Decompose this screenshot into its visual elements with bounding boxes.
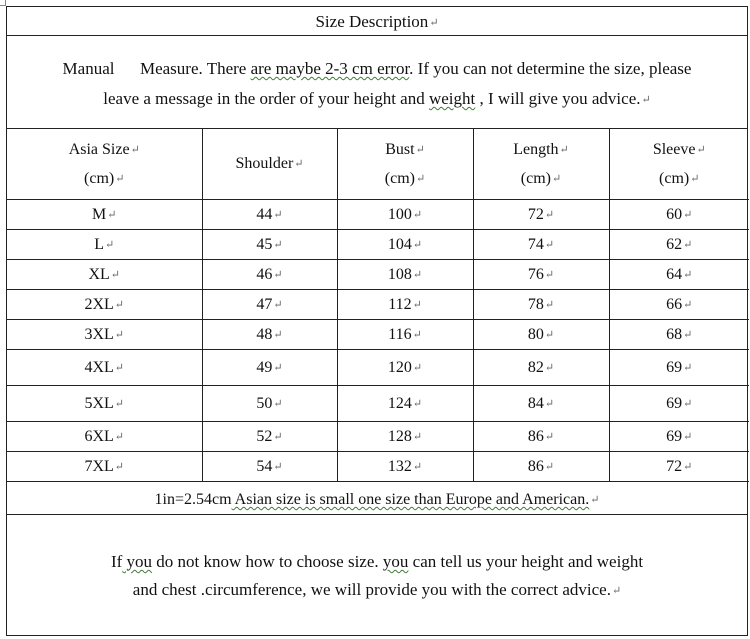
cell-shoulder: 49↵ — [202, 350, 337, 386]
paragraph-mark: ↵ — [273, 268, 283, 281]
table-row — [7, 422, 749, 452]
cell-sleeve: 62↵ — [609, 230, 749, 260]
paragraph-mark: ↵ — [273, 430, 283, 443]
manual-word: Manual — [62, 59, 115, 78]
advice-text-c: and chest .circumference, we will provide you with the correct advice. — [132, 580, 611, 599]
paragraph-mark: ↵ — [641, 94, 651, 106]
paragraph-mark: ↵ — [683, 238, 693, 251]
table-row — [7, 386, 749, 422]
cell-shoulder: 46↵ — [202, 260, 337, 290]
conversion-text: 1in=2.54cm — [154, 491, 232, 508]
cell-sleeve: 68↵ — [609, 320, 749, 350]
paragraph-mark: ↵ — [544, 430, 555, 443]
title-row — [7, 7, 747, 36]
paragraph-mark: ↵ — [105, 238, 115, 251]
cell-shoulder: 52↵ — [202, 422, 337, 452]
paragraph-mark: ↵ — [429, 17, 439, 29]
advice-text-b: can tell us your height and weight — [408, 552, 644, 571]
cell-bust: 116↵ — [337, 320, 473, 350]
advice-you-1: you — [122, 552, 153, 571]
cell-bust: 108↵ — [337, 260, 473, 290]
paragraph-mark: ↵ — [412, 298, 422, 311]
size-table-wrap — [7, 129, 747, 485]
cell-shoulder: 50↵ — [202, 386, 337, 422]
paragraph-mark: ↵ — [294, 158, 304, 171]
cell-length: 78↵ — [473, 290, 609, 320]
cell-size: 2XL↵ — [7, 290, 202, 320]
cell-sleeve: 64↵ — [609, 260, 749, 290]
cell-sleeve: 69↵ — [609, 386, 749, 422]
paragraph-mark: ↵ — [110, 268, 121, 281]
cell-length: 86↵ — [473, 452, 609, 482]
table-row — [7, 260, 749, 290]
table-row — [7, 452, 749, 482]
cell-size: M↵ — [7, 200, 202, 230]
table-row — [7, 320, 749, 350]
paragraph-mark: ↵ — [107, 208, 117, 221]
paragraph-mark: ↵ — [412, 397, 423, 410]
paragraph-mark: ↵ — [412, 430, 423, 443]
cell-size: 6XL↵ — [7, 422, 202, 452]
paragraph-mark: ↵ — [412, 208, 423, 221]
paragraph-mark: ↵ — [114, 460, 125, 473]
cell-bust: 104↵ — [337, 230, 473, 260]
paragraph-mark: ↵ — [690, 172, 700, 185]
table-header-row — [7, 129, 749, 200]
table-row — [7, 350, 749, 386]
cell-bust: 128↵ — [337, 422, 473, 452]
paragraph-mark: ↵ — [115, 172, 125, 185]
advice-text-a: do not know how to choose size. — [152, 552, 383, 571]
manual-line-2 — [7, 84, 747, 115]
size-description-sheet — [6, 6, 748, 636]
cell-shoulder: 45↵ — [202, 230, 337, 260]
cell-sleeve: 72↵ — [609, 452, 749, 482]
cell-size: 7XL↵ — [7, 452, 202, 482]
table-row — [7, 230, 749, 260]
paragraph-mark: ↵ — [590, 494, 600, 506]
paragraph-mark: ↵ — [114, 298, 125, 311]
paragraph-mark: ↵ — [683, 430, 693, 443]
paragraph-mark: ↵ — [273, 208, 283, 221]
cell-sleeve: 69↵ — [609, 422, 749, 452]
paragraph-mark: ↵ — [544, 328, 555, 341]
cell-sleeve: 69↵ — [609, 350, 749, 386]
paragraph-mark: ↵ — [544, 361, 555, 374]
advice-line-1 — [7, 548, 747, 576]
cell-length: 76↵ — [473, 260, 609, 290]
paragraph-mark: ↵ — [273, 361, 283, 374]
asian-size-note: Asian size is small one size than Europe and American. — [231, 491, 590, 508]
advice-you-2: you — [382, 552, 409, 571]
paragraph-mark: ↵ — [412, 268, 423, 281]
cell-shoulder: 44↵ — [202, 200, 337, 230]
cell-length: 80↵ — [473, 320, 609, 350]
manual-text-b: . If you can not determine the size, please — [409, 59, 692, 78]
paragraph-mark: ↵ — [273, 460, 283, 473]
header-bust: Bust↵ (cm)↵ — [337, 129, 473, 200]
paragraph-mark: ↵ — [696, 143, 706, 156]
cell-shoulder: 54↵ — [202, 452, 337, 482]
cell-size: XL↵ — [7, 260, 202, 290]
cell-sleeve: 66↵ — [609, 290, 749, 320]
paragraph-mark: ↵ — [130, 143, 140, 156]
paragraph-mark: ↵ — [683, 298, 693, 311]
header-length: Length↵ (cm)↵ — [473, 129, 609, 200]
paragraph-mark: ↵ — [114, 397, 125, 410]
cell-bust: 132↵ — [337, 452, 473, 482]
cell-shoulder: 48↵ — [202, 320, 337, 350]
manual-line-1 — [7, 54, 747, 84]
cell-bust: 120↵ — [337, 350, 473, 386]
cell-sleeve: 60↵ — [609, 200, 749, 230]
paragraph-mark: ↵ — [544, 397, 555, 410]
advice-section — [7, 515, 747, 637]
header-sleeve: Sleeve↵ (cm)↵ — [609, 129, 749, 200]
paragraph-mark: ↵ — [273, 238, 283, 251]
advice-if: If — [110, 552, 123, 571]
cell-bust: 124↵ — [337, 386, 473, 422]
cell-size: 5XL↵ — [7, 386, 202, 422]
table-row — [7, 290, 749, 320]
paragraph-mark: ↵ — [544, 268, 555, 281]
cell-bust: 100↵ — [337, 200, 473, 230]
paragraph-mark: ↵ — [114, 328, 125, 341]
paragraph-mark: ↵ — [544, 298, 555, 311]
paragraph-mark: ↵ — [544, 460, 555, 473]
cell-length: 74↵ — [473, 230, 609, 260]
manual-measure-note — [7, 36, 747, 129]
cell-length: 82↵ — [473, 350, 609, 386]
size-table — [7, 129, 749, 482]
paragraph-mark: ↵ — [415, 143, 425, 156]
cell-size: 4XL↵ — [7, 350, 202, 386]
paragraph-mark: ↵ — [544, 238, 555, 251]
paragraph-mark: ↵ — [544, 208, 555, 221]
paragraph-mark: ↵ — [683, 208, 693, 221]
paragraph-mark: ↵ — [412, 361, 423, 374]
paragraph-mark: ↵ — [683, 328, 693, 341]
paragraph-mark: ↵ — [611, 585, 622, 597]
paragraph-mark: ↵ — [415, 172, 426, 185]
paragraph-mark: ↵ — [273, 298, 283, 311]
cell-bust: 112↵ — [337, 290, 473, 320]
cell-size: L↵ — [7, 230, 202, 260]
manual-text-a: Measure. There — [139, 59, 251, 78]
paragraph-mark: ↵ — [551, 172, 562, 185]
cell-length: 72↵ — [473, 200, 609, 230]
paragraph-mark: ↵ — [412, 328, 422, 341]
header-shoulder: Shoulder↵ — [202, 129, 337, 200]
paragraph-mark: ↵ — [683, 268, 693, 281]
manual-text-c: leave a message in the order of your height and — [103, 89, 429, 108]
cell-shoulder: 47↵ — [202, 290, 337, 320]
cell-length: 86↵ — [473, 422, 609, 452]
paragraph-mark: ↵ — [273, 397, 283, 410]
paragraph-mark: ↵ — [114, 430, 125, 443]
advice-line-2 — [7, 576, 747, 605]
paragraph-mark: ↵ — [683, 361, 693, 374]
paragraph-mark: ↵ — [412, 238, 423, 251]
table-row — [7, 200, 749, 230]
manual-text-d: , I will give you advice. — [475, 89, 641, 108]
conversion-note — [7, 485, 747, 515]
paragraph-mark: ↵ — [273, 328, 283, 341]
paragraph-mark: ↵ — [114, 361, 125, 374]
cell-length: 84↵ — [473, 386, 609, 422]
page-title: Size Description — [315, 12, 429, 31]
paragraph-mark: ↵ — [412, 460, 423, 473]
manual-error-text: are maybe 2-3 cm error — [250, 59, 410, 78]
manual-weight-text: weight — [428, 89, 476, 108]
header-asia-size: Asia Size↵ (cm)↵ — [7, 129, 202, 200]
cell-size: 3XL↵ — [7, 320, 202, 350]
paragraph-mark: ↵ — [683, 460, 693, 473]
paragraph-mark: ↵ — [683, 397, 693, 410]
paragraph-mark: ↵ — [559, 143, 569, 156]
